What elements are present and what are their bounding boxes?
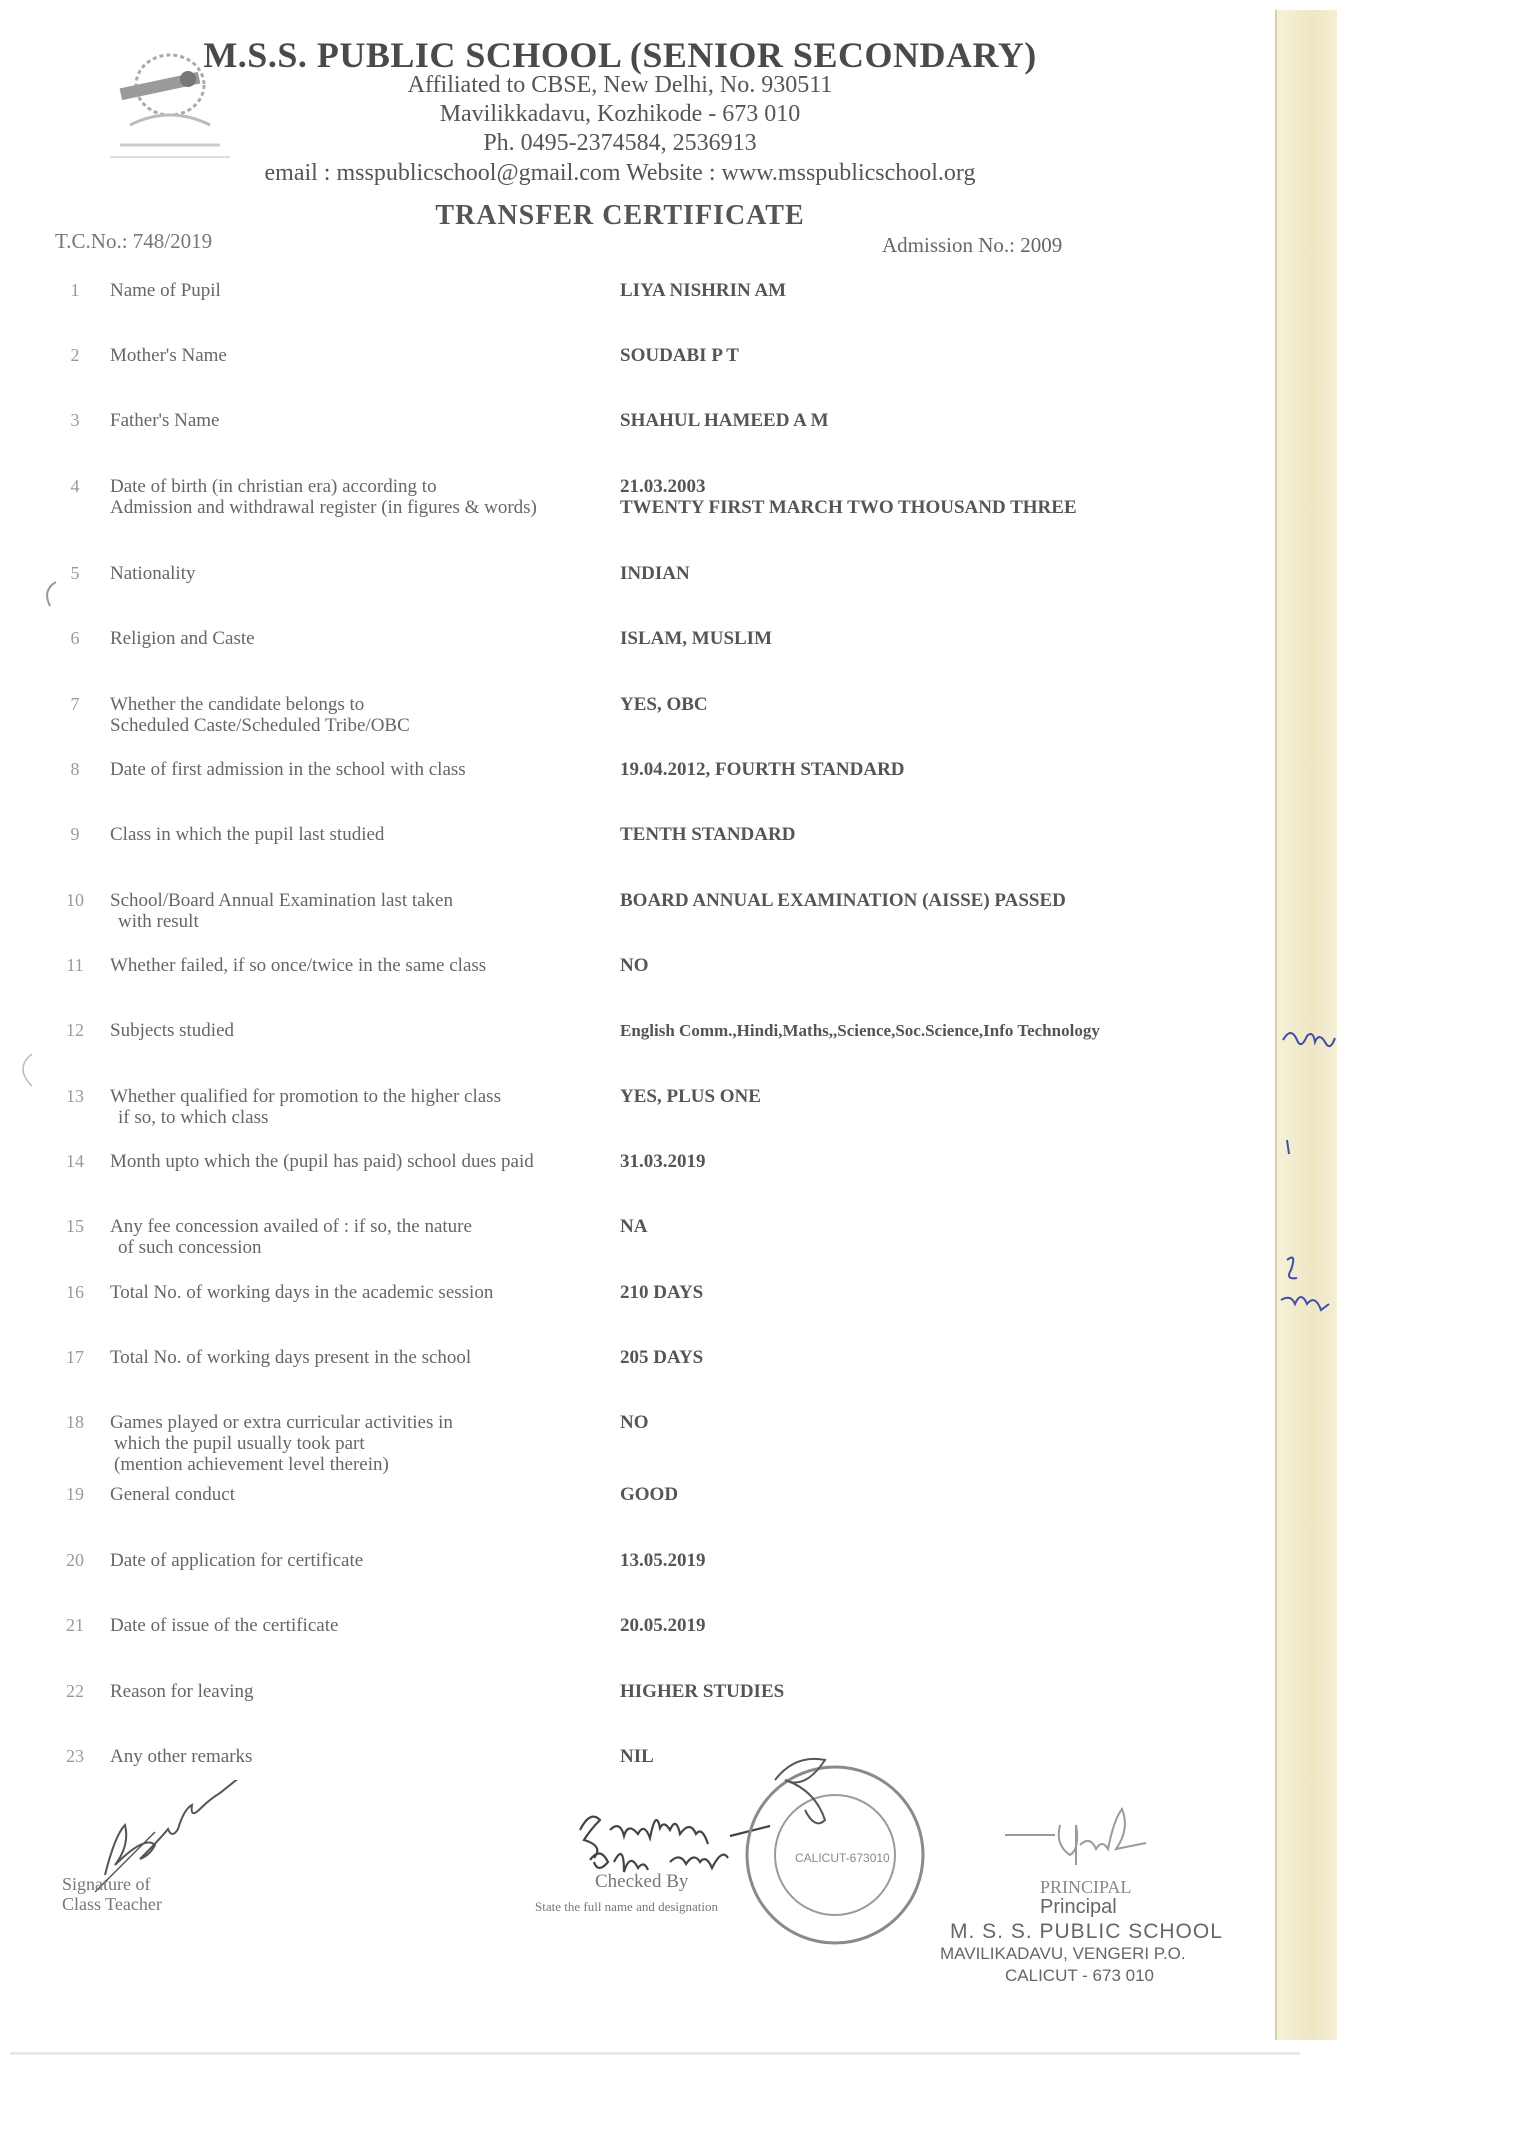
- field-label: Mother's Name: [110, 345, 227, 366]
- field-label: Whether failed, if so once/twice in the same class: [110, 955, 487, 976]
- field-value: GOOD: [620, 1484, 679, 1505]
- checker-handwritten-name: [575, 1822, 585, 1842]
- field-label: Nationality: [110, 563, 196, 584]
- field-label: Any other remarks: [110, 1746, 253, 1767]
- field-number: 7: [70, 694, 80, 714]
- field-value: 13.05.2019: [620, 1550, 706, 1571]
- field-number: 11: [66, 955, 84, 975]
- field-label: General conduct: [110, 1484, 236, 1505]
- contact-line: email : msspublicschool@gmail.com Website : www.msspublicschool.org: [264, 160, 976, 186]
- field-label: Date of birth (in christian era) according to Admission and withdrawal register (in figures & words): [110, 476, 537, 518]
- field-number: 4: [70, 476, 80, 496]
- principal-stamp-school: M. S. S. PUBLIC SCHOOL: [950, 1920, 1223, 1943]
- punch-hole-mark: [34, 578, 64, 613]
- class-teacher-caption: Signature of Class Teacher: [62, 1874, 162, 1914]
- field-value: 31.03.2019: [620, 1151, 706, 1172]
- field-value: YES, OBC: [620, 694, 708, 715]
- punch-hole-mark: [10, 1050, 40, 1095]
- field-value: SHAHUL HAMEED A M: [620, 410, 829, 431]
- field-value: NO: [620, 955, 649, 976]
- field-label: School/Board Annual Examination last taken with result: [110, 890, 453, 932]
- field-value: HIGHER STUDIES: [620, 1681, 785, 1702]
- field-label: Date of application for certificate: [110, 1550, 364, 1571]
- tc-number: T.C.No.: 748/2019: [55, 229, 213, 253]
- field-number: 5: [70, 563, 80, 583]
- field-number: 19: [66, 1484, 84, 1504]
- checked-by-note: State the full name and designation: [535, 1899, 719, 1914]
- field-label: Father's Name: [110, 410, 220, 431]
- principal-stamp-address1: MAVILIKADAVU, VENGERI P.O.: [940, 1944, 1186, 1963]
- field-label: Total No. of working days present in the school: [110, 1347, 472, 1368]
- field-value: 210 DAYS: [620, 1282, 704, 1303]
- field-number: 22: [66, 1681, 84, 1701]
- field-number: 13: [66, 1086, 84, 1106]
- field-value: BOARD ANNUAL EXAMINATION (AISSE) PASSED: [620, 890, 1066, 911]
- field-number: 1: [70, 280, 80, 300]
- field-number: 21: [66, 1615, 84, 1635]
- field-number: 18: [66, 1412, 84, 1432]
- affiliation-line: Affiliated to CBSE, New Delhi, No. 930511: [407, 72, 833, 98]
- field-label: Date of first admission in the school with class: [110, 759, 466, 780]
- field-number: 6: [70, 628, 80, 648]
- page-bottom-edge: [10, 2052, 1300, 2055]
- adjacent-paper-edge: [1275, 10, 1337, 2040]
- field-number: 17: [66, 1347, 84, 1367]
- field-number: 2: [70, 345, 80, 365]
- principal-stamp-title: Principal: [1040, 1896, 1117, 1918]
- principal-title: PRINCIPAL: [1040, 1877, 1132, 1897]
- field-value: NIL: [620, 1746, 654, 1767]
- principal-stamp-address2: CALICUT - 673 010: [1005, 1966, 1154, 1985]
- field-value: TENTH STANDARD: [620, 824, 796, 845]
- field-number: 20: [66, 1550, 84, 1570]
- field-label: Whether the candidate belongs to Scheduled Caste/Scheduled Tribe/OBC: [110, 694, 410, 736]
- field-value: 19.04.2012, FOURTH STANDARD: [620, 759, 905, 780]
- field-label: Date of issue of the certificate: [110, 1615, 339, 1636]
- phone-line: Ph. 0495-2374584, 2536913: [483, 130, 757, 156]
- checked-by-label: Checked By: [595, 1871, 689, 1892]
- field-number: 8: [70, 759, 80, 779]
- field-value: 205 DAYS: [620, 1347, 704, 1368]
- field-value: SOUDABI P T: [620, 345, 739, 366]
- field-number: 12: [66, 1020, 84, 1040]
- field-label: Total No. of working days in the academic session: [110, 1282, 494, 1303]
- address-line: Mavilikkadavu, Kozhikode - 673 010: [439, 101, 801, 127]
- field-value: ISLAM, MUSLIM: [620, 628, 773, 649]
- school-seal: [735, 1750, 935, 1955]
- school-name: M.S.S. PUBLIC SCHOOL (SENIOR SECONDARY): [203, 35, 1037, 75]
- field-value: NA: [620, 1216, 648, 1237]
- field-number: 10: [66, 890, 84, 910]
- field-value: 20.05.2019: [620, 1615, 706, 1636]
- field-value: INDIAN: [620, 563, 690, 584]
- field-number: 15: [66, 1216, 84, 1236]
- seal-inner-text: CALICUT-673010: [795, 1851, 890, 1865]
- field-label: Games played or extra curricular activities in which the pupil usually took part (mention achievement level therein): [110, 1412, 453, 1475]
- field-label: Religion and Caste: [110, 628, 255, 649]
- field-label: Name of Pupil: [110, 280, 221, 301]
- field-value: LIYA NISHRIN AM: [620, 280, 787, 301]
- certificate-title: TRANSFER CERTIFICATE: [435, 200, 805, 231]
- field-value: 21.03.2003 TWENTY FIRST MARCH TWO THOUSAND THREE: [620, 476, 1077, 518]
- field-value: NO: [620, 1412, 649, 1433]
- field-value: English Comm.,Hindi,Maths,,Science,Soc.Science,Info Technology: [620, 1021, 1100, 1040]
- field-label: Any fee concession availed of : if so, the nature of such concession: [110, 1216, 472, 1258]
- field-number: 14: [66, 1151, 84, 1171]
- field-label: Subjects studied: [110, 1020, 235, 1041]
- field-number: 3: [70, 410, 80, 430]
- field-number: 16: [66, 1282, 84, 1302]
- marginal-handwriting: [1277, 10, 1337, 2040]
- field-number: 23: [66, 1746, 84, 1766]
- field-number: 9: [70, 824, 80, 844]
- field-label: Whether qualified for promotion to the higher class if so, to which class: [110, 1086, 501, 1128]
- field-label: Reason for leaving: [110, 1681, 254, 1702]
- field-value: YES, PLUS ONE: [620, 1086, 761, 1107]
- field-label: Class in which the pupil last studied: [110, 824, 385, 845]
- field-label: Month upto which the (pupil has paid) school dues paid: [110, 1151, 534, 1172]
- principal-signature: [1000, 1795, 1200, 1880]
- admission-number: Admission No.: 2009: [882, 233, 1063, 257]
- seal-outer-text: [740, 2000, 766, 2020]
